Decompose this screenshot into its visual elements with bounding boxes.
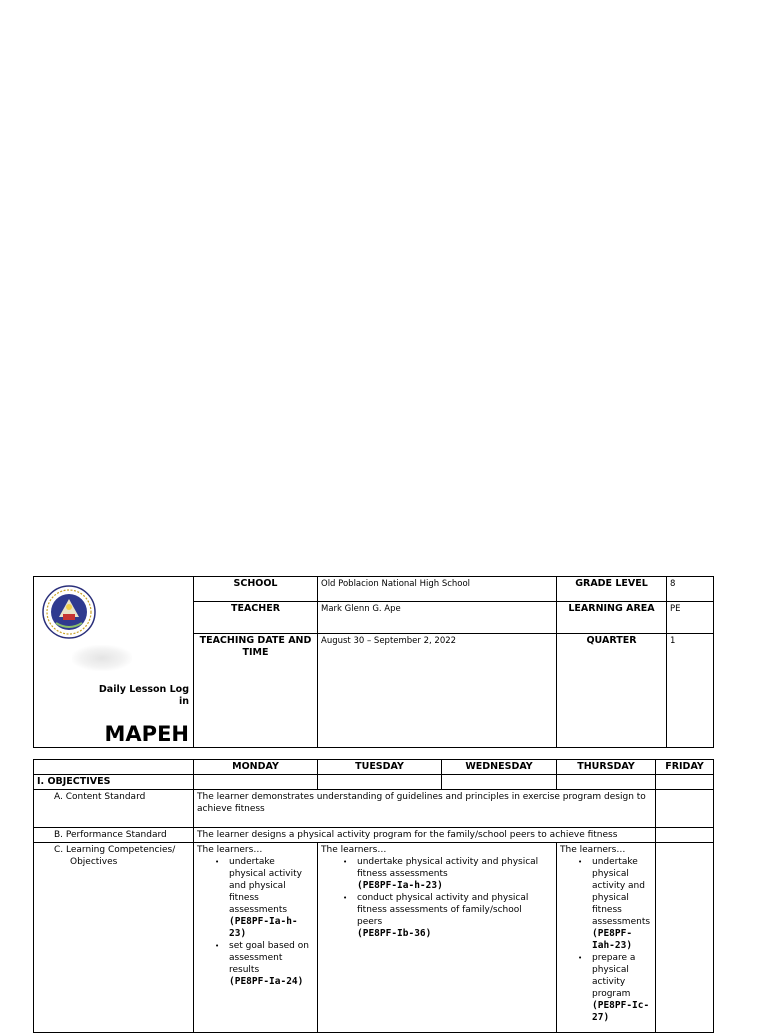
quarter-value: 1 bbox=[667, 634, 714, 748]
logo-cell bbox=[34, 577, 194, 748]
teaching-date-label: TEACHING DATE AND TIME bbox=[194, 634, 318, 748]
school-label: SCHOOL bbox=[194, 577, 318, 602]
list-item: • prepare a physical activity program (PE8PF-Ic-27) bbox=[592, 952, 652, 1024]
list-item: • conduct physical activity and physical fitness assessments of family/school peers (PE8PF-Ib-36) bbox=[357, 892, 547, 940]
list-item: • undertake physical activity and physical fitness assessments (PE8PF-Ia-h-23) bbox=[357, 856, 547, 892]
list-item: • undertake physical activity and physical fitness assessments (PE8PF-Iah-23) bbox=[592, 856, 652, 952]
tuesday-objectives: The learners… • undertake physical activity and physical fitness assessments (PE8PF-Ia-h-23) • conduct physical activity and physical fitness assessments of family/school peers (PE8PF-Ib-36) bbox=[318, 843, 557, 1033]
friday-objectives bbox=[656, 843, 714, 1033]
monday-objectives: The learners… • undertake physical activity and physical fitness assessments (PE8PF-Ia-h-23) • set goal based on assessment results (PE8PF-Ia-24) bbox=[194, 843, 318, 1033]
teaching-date-value: August 30 – September 2, 2022 bbox=[318, 634, 557, 748]
list-item: • undertake physical activity and physical fitness assessments (PE8PF-Ia-h-23) bbox=[229, 856, 314, 940]
content-standard-label: A. Content Standard bbox=[34, 790, 194, 828]
grade-level-label: GRADE LEVEL bbox=[557, 577, 667, 602]
faded-watermark bbox=[72, 645, 132, 671]
empty-cell bbox=[318, 775, 442, 790]
empty-cell bbox=[656, 775, 714, 790]
thursday-objectives: The learners… • undertake physical activity and physical fitness assessments (PE8PF-Iah-23) • prepare a physical activity program (PE8PF-Ic-27) bbox=[557, 843, 656, 1033]
dll-label: Daily Lesson Log in bbox=[98, 684, 189, 707]
learning-area-value: PE bbox=[667, 602, 714, 634]
empty-cell bbox=[442, 775, 557, 790]
day-header-monday: MONDAY bbox=[194, 760, 318, 775]
day-header-friday: FRIDAY bbox=[656, 760, 714, 775]
content-standard-text: The learner demonstrates understanding of guidelines and principles in exercise program design to achieve fitness bbox=[194, 790, 656, 828]
day-header-thursday: THURSDAY bbox=[557, 760, 656, 775]
teacher-value: Mark Glenn G. Ape bbox=[318, 602, 557, 634]
day-header-tuesday: TUESDAY bbox=[318, 760, 442, 775]
deped-seal-icon bbox=[42, 585, 96, 639]
subject-title: MAPEH bbox=[104, 722, 189, 746]
school-value: Old Poblacion National High School bbox=[318, 577, 557, 602]
objectives-section-label: I. OBJECTIVES bbox=[34, 775, 194, 790]
performance-standard-label: B. Performance Standard bbox=[34, 828, 194, 843]
empty-cell bbox=[656, 828, 714, 843]
teacher-label: TEACHER bbox=[194, 602, 318, 634]
lesson-log-table bbox=[33, 759, 714, 1033]
learning-area-label: LEARNING AREA bbox=[557, 602, 667, 634]
day-header-blank bbox=[34, 760, 194, 775]
empty-cell bbox=[656, 790, 714, 828]
performance-standard-text: The learner designs a physical activity program for the family/school peers to achieve fitness bbox=[194, 828, 656, 843]
competencies-label: C. Learning Competencies/ Objectives bbox=[34, 843, 194, 1033]
header-table bbox=[33, 576, 714, 748]
day-header-wednesday: WEDNESDAY bbox=[442, 760, 557, 775]
empty-cell bbox=[194, 775, 318, 790]
list-item: • set goal based on assessment results (PE8PF-Ia-24) bbox=[229, 940, 314, 988]
quarter-label: QUARTER bbox=[557, 634, 667, 748]
empty-cell bbox=[557, 775, 656, 790]
grade-level-value: 8 bbox=[667, 577, 714, 602]
